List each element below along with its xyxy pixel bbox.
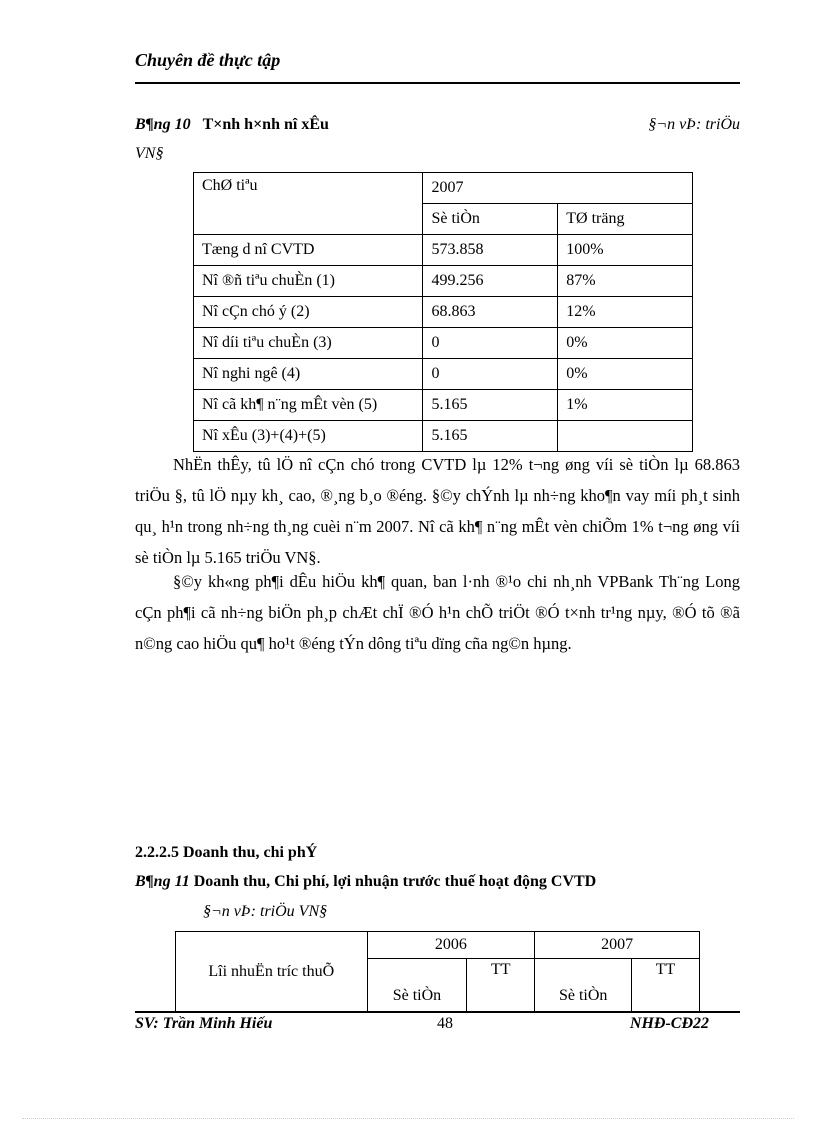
table-row — [194, 359, 693, 390]
table-row — [194, 390, 693, 421]
table11-amount-2007: Sè tiÒn — [535, 959, 632, 1012]
paragraph-2: §©y kh«ng ph¶i dÊu hiÖu kh¶ quan, ban l·nh ®¹o chi nh¸nh VPBank Th¨ng Long cÇn ph¶i cã nh÷ng biÖn ph¸p chÆt chÏ ®Ó h¹n chÕ triÖt ®Ó t×nh tr¹ng nµy, ®Ó tõ ®ã n©ng cao hiÖu qu¶ ho¹t ®éng tÝn dông tiªu dïng cña ng©n hµng. — [135, 572, 740, 653]
table10-title: T×nh h×nh nî xÊu — [202, 116, 329, 133]
table10-unit-part1: §¬n vÞ: triÖu — [648, 116, 740, 133]
row-ratio: 1% — [558, 390, 693, 421]
row-amount: 5.165 — [423, 421, 558, 452]
table11-label: B¶ng 11 — [135, 873, 190, 890]
table10 — [193, 172, 693, 452]
table-row — [194, 266, 693, 297]
table11-header-2007: 2007 — [535, 932, 700, 959]
table10-header-amount: Sè tiÒn — [423, 204, 558, 235]
row-ratio: 0% — [558, 328, 693, 359]
row-label: Nî cã kh¶ n¨ng mÊt vèn (5) — [194, 390, 423, 421]
table11-tt-2006: TT — [467, 959, 535, 1012]
table10-header-ratio: TØ träng — [558, 204, 693, 235]
row-label: Nî ®ñ tiªu chuÈn (1) — [194, 266, 423, 297]
row-amount: 5.165 — [423, 390, 558, 421]
row-amount: 68.863 — [423, 297, 558, 328]
row-ratio: 100% — [558, 235, 693, 266]
page-header-title: Chuyên đề thực tập — [135, 50, 281, 70]
table10-header-col1: ChØ tiªu — [194, 173, 423, 235]
table10-unit-part2: VN§ — [135, 145, 164, 162]
row-amount: 499.256 — [423, 266, 558, 297]
paragraph-1: NhËn thÊy, tû lÖ nî cÇn chó trong CVTD lµ 12% t¬ng øng víi sè tiÒn lµ 68.863 triÖu §, tû lÖ nµy kh¸ cao, ®¸ng b¸o ®éng. §©y chÝnh lµ nh÷ng kho¶n vay míi ph¸t sinh qu¸ h¹n trong nh÷ng th¸ng cuèi n¨m 2007. Nî cã kh¶ n¨ng mÊt vèn chiÕm 1% t¬ng øng víi sè tiÒn lµ 5.165 triÖu VN§. — [135, 455, 740, 567]
table-row — [194, 421, 693, 452]
table11-header-col1: Lîi nhuËn tríc thuÕ — [176, 932, 368, 1012]
table10-label: B¶ng 10 — [135, 116, 191, 133]
row-label: Nî nghi ngê (4) — [194, 359, 423, 390]
table11-unit: §¬n vÞ: triÖu VN§ — [203, 903, 328, 920]
table11-header-2006: 2006 — [367, 932, 535, 959]
section-heading: 2.2.2.5 Doanh thu, chi phÝ — [135, 844, 318, 861]
row-label: Nî xÊu (3)+(4)+(5) — [194, 421, 423, 452]
footer-student: SV: Trần Minh Hiếu — [135, 1015, 273, 1032]
table11 — [175, 931, 700, 1012]
row-ratio — [558, 421, 693, 452]
table10-caption — [135, 116, 329, 134]
table11-title: Doanh thu, Chi phí, lợi nhuận trước thuế hoạt động CVTD — [193, 873, 597, 890]
table11-caption — [135, 873, 596, 891]
page-bottom-divider — [22, 1118, 794, 1119]
table-row — [194, 235, 693, 266]
row-amount: 0 — [423, 328, 558, 359]
row-amount: 0 — [423, 359, 558, 390]
table11-tt-2007: TT — [632, 959, 700, 1012]
table10-header-year: 2007 — [423, 173, 693, 204]
row-amount: 573.858 — [423, 235, 558, 266]
footer-page-number: 48 — [437, 1015, 453, 1032]
row-label: Tæng d nî CVTD — [194, 235, 423, 266]
row-label: Nî cÇn chó ý (2) — [194, 297, 423, 328]
footer-rule — [135, 1011, 740, 1013]
footer-class: NHĐ-CĐ22 — [629, 1015, 709, 1032]
row-ratio: 87% — [558, 266, 693, 297]
table-row — [176, 932, 700, 959]
row-ratio: 0% — [558, 359, 693, 390]
table-row — [194, 173, 693, 204]
table-row — [194, 328, 693, 359]
header-rule — [135, 82, 740, 84]
row-label: Nî díi tiªu chuÈn (3) — [194, 328, 423, 359]
row-ratio: 12% — [558, 297, 693, 328]
table-row — [194, 297, 693, 328]
table11-amount-2006: Sè tiÒn — [367, 959, 467, 1012]
